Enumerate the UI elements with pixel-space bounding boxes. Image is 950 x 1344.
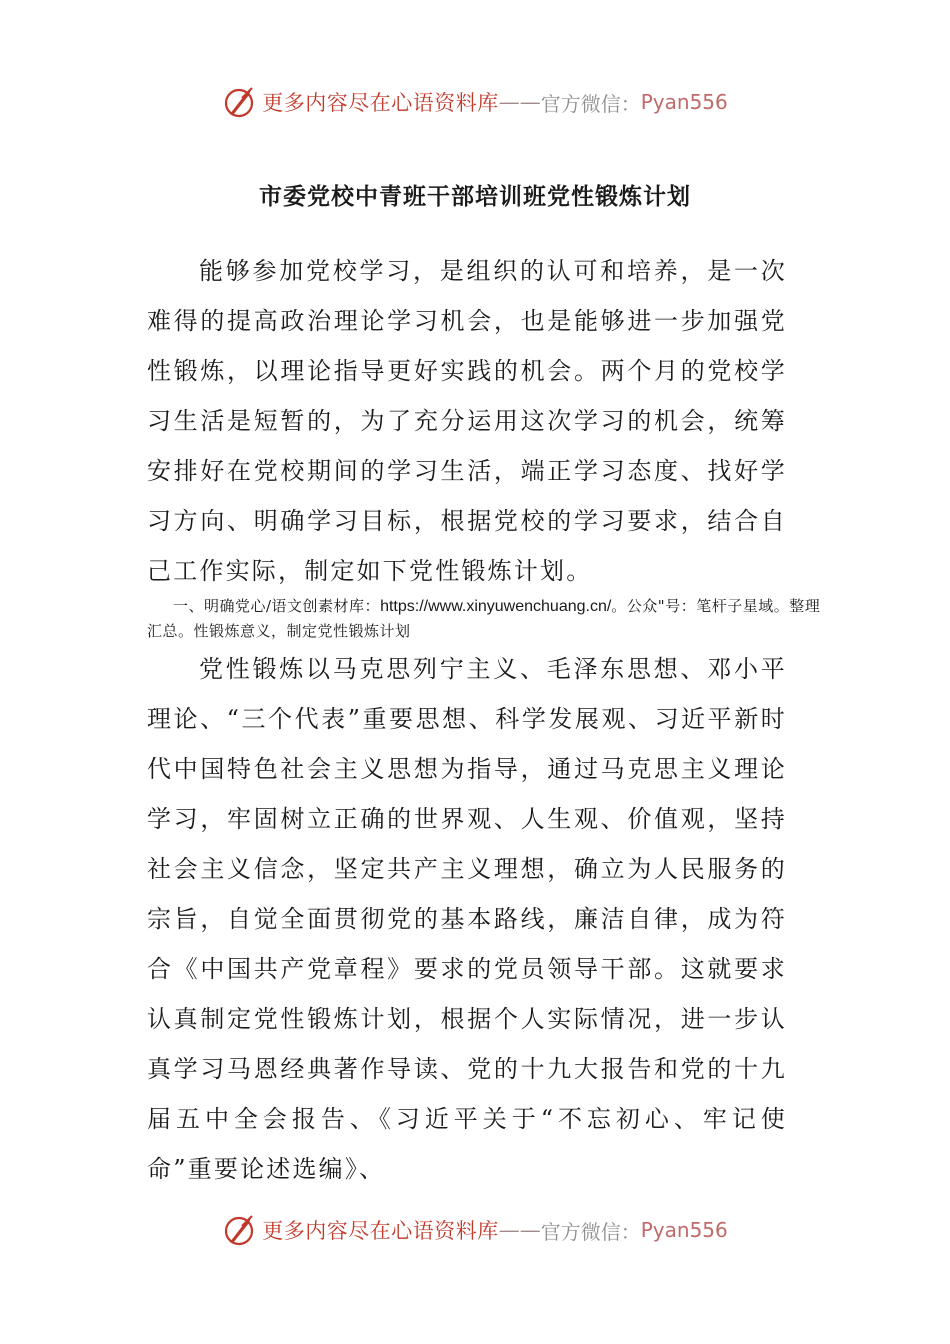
banner-wechat-id: Pyan556 [640, 90, 728, 114]
footer-banner [0, 1208, 950, 1252]
quill-pen-circle-icon [222, 84, 258, 120]
banner-separator: —— [498, 90, 541, 114]
banner-wechat-id: Pyan556 [640, 1218, 728, 1242]
section-heading [147, 594, 827, 643]
banner-separator: —— [498, 1218, 541, 1242]
banner-text: 更多内容尽在心语资料库 [262, 1219, 499, 1243]
banner-wechat-label: 官方微信： [540, 1219, 641, 1244]
document-title: 市委党校中青班干部培训班党性锻炼计划 [259, 184, 691, 210]
header-banner [0, 80, 950, 124]
paragraph-intro: 能够参加党校学习，是组织的认可和培养，是一次难得的提高政治理论学习机会，也是能够进一步加强党性锻炼，以理论指导更好实践的机会。两个月的党校学习生活是短暂的，为了充分运用这次学习的机会，统筹安排好在党校期间的学习生活，端正学习态度、找好学习方向、明确学习目标，根据党校的学习要求，结合自己工作实际，制定如下党性锻炼计划。 [147, 257, 787, 585]
banner-text: 更多内容尽在心语资料库 [262, 91, 499, 115]
quill-pen-circle-icon [222, 1212, 258, 1248]
section-heading-url: https://www.xinyuwenchuang.cn/ [380, 598, 612, 615]
paragraph-body: 党性锻炼以马克思列宁主义、毛泽东思想、邓小平理论、“三个代表”重要思想、科学发展观、习近平新时代中国特色社会主义思想为指导，通过马克思主义理论学习，牢固树立正确的世界观、人生观、价值观，坚持社会主义信念，坚定共产主义理想，确立为人民服务的宗旨，自觉全面贯彻党的基本路线，廉洁自律，成为符合《中国共产党章程》要求的党员领导干部。这就要求认真制定党性锻炼计划，根据个人实际情况，进一步认真学习马恩经典著作导读、党的十九大报告和党的十九届五中全会报告、《习近平关于“不忘初心、牢记使命”重要论述选编》、 [147, 655, 787, 1183]
section-heading-number: 一、明确党心/语文创素材库： [173, 597, 381, 615]
section-heading-rest: 。公众"号：笔杆子星域。整理汇总。性锻炼意义，制定党性锻炼计划 [147, 597, 821, 640]
banner-wechat-label: 官方微信： [540, 91, 641, 116]
